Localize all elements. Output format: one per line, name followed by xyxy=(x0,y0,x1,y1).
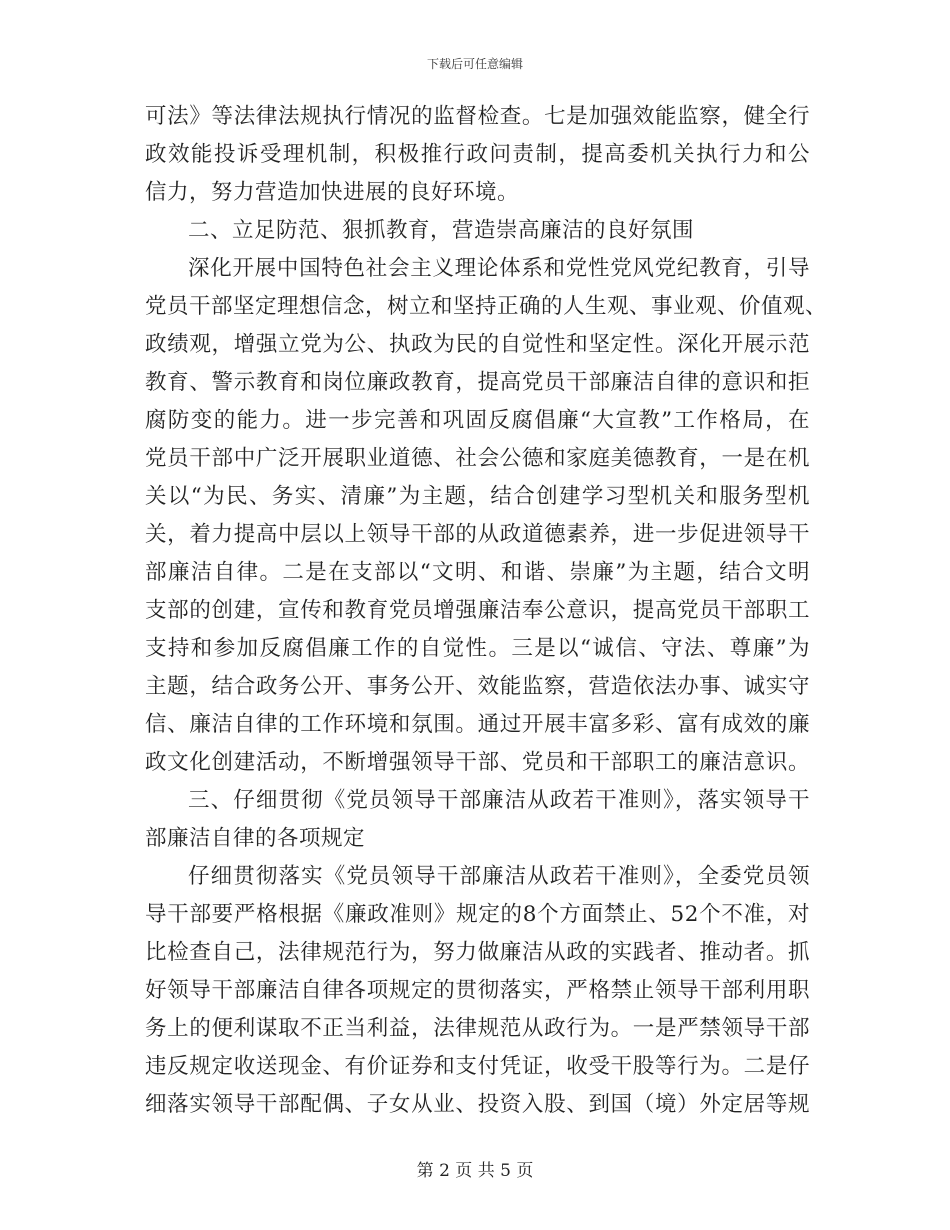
body-line: 政文化创建活动，不断增强领导干部、党员和干部职工的廉洁意识。 xyxy=(145,750,810,775)
body-line: 细落实领导干部配偶、子女从业、投资入股、到国（境）外定居等规 xyxy=(145,1092,810,1117)
body-line: 信、廉洁自律的工作环境和氛围。通过开展丰富多彩、富有成效的廉 xyxy=(145,712,810,737)
page-number-footer: 第 2 页 共 5 页 xyxy=(416,1161,534,1181)
section-heading: 二、立足防范、狠抓教育，营造崇高廉洁的良好氛围 xyxy=(188,218,695,243)
body-line: 深化开展中国特色社会主义理论体系和党性党风党纪教育，引导 xyxy=(188,256,810,281)
page-header: 下载后可任意编辑 xyxy=(426,57,523,71)
body-line: 政绩观，增强立党为公、执政为民的自觉性和坚定性。深化开展示范 xyxy=(145,332,810,357)
body-line: 好领导干部廉洁自律各项规定的贯彻落实，严格禁止领导干部利用职 xyxy=(145,978,810,1003)
body-line: 关以“为民、务实、清廉”为主题，结合创建学习型机关和服务型机 xyxy=(145,484,810,509)
body-line: 政效能投诉受理机制，积极推行政问责制，提高委机关执行力和公 xyxy=(145,142,810,167)
body-line: 主题，结合政务公开、事务公开、效能监察，营造依法办事、诚实守 xyxy=(145,674,810,699)
body-line: 违反规定收送现金、有价证券和支付凭证，收受干股等行为。二是仔 xyxy=(145,1054,810,1079)
body-line: 党员干部中广泛开展职业道德、社会公德和家庭美德教育，一是在机 xyxy=(145,446,810,471)
body-line: 信力，努力营造加快进展的良好环境。 xyxy=(145,180,520,205)
body-line: 可法》等法律法规执行情况的监督检查。七是加强效能监察，健全行 xyxy=(145,104,810,129)
body-line: 党员干部坚定理想信念，树立和坚持正确的人生观、事业观、价值观、 xyxy=(145,294,828,319)
body-line: 腐防变的能力。进一步完善和巩固反腐倡廉“大宣教”工作格局，在 xyxy=(145,408,810,433)
body-line: 教育、警示教育和岗位廉政教育，提高党员干部廉洁自律的意识和拒 xyxy=(145,370,810,395)
body-line: 部廉洁自律。二是在支部以“文明、和谐、崇廉”为主题，结合文明 xyxy=(145,560,810,585)
body-line: 务上的便利谋取不正当利益，法律规范从政行为。一是严禁领导干部 xyxy=(145,1016,810,1041)
body-line: 支部的创建，宣传和教育党员增强廉洁奉公意识，提高党员干部职工 xyxy=(145,598,810,623)
section-heading: 三、仔细贯彻《党员领导干部廉洁从政若干准则》，落实领导干 xyxy=(188,788,810,813)
section-heading: 部廉洁自律的各项规定 xyxy=(145,826,366,851)
body-line: 仔细贯彻落实《党员领导干部廉洁从政若干准则》，全委党员领 xyxy=(188,864,810,889)
body-line: 比检查自己，法律规范行为，努力做廉洁从政的实践者、推动者。抓 xyxy=(145,940,810,965)
body-line: 关，着力提高中层以上领导干部的从政道德素养，进一步促进领导干 xyxy=(145,522,810,547)
body-line: 导干部要严格根据《廉政准则》规定的8个方面禁止、52个不准，对 xyxy=(145,902,810,927)
document-body xyxy=(145,98,828,1124)
body-line: 支持和参加反腐倡廉工作的自觉性。三是以“诚信、守法、尊廉”为 xyxy=(145,636,810,661)
